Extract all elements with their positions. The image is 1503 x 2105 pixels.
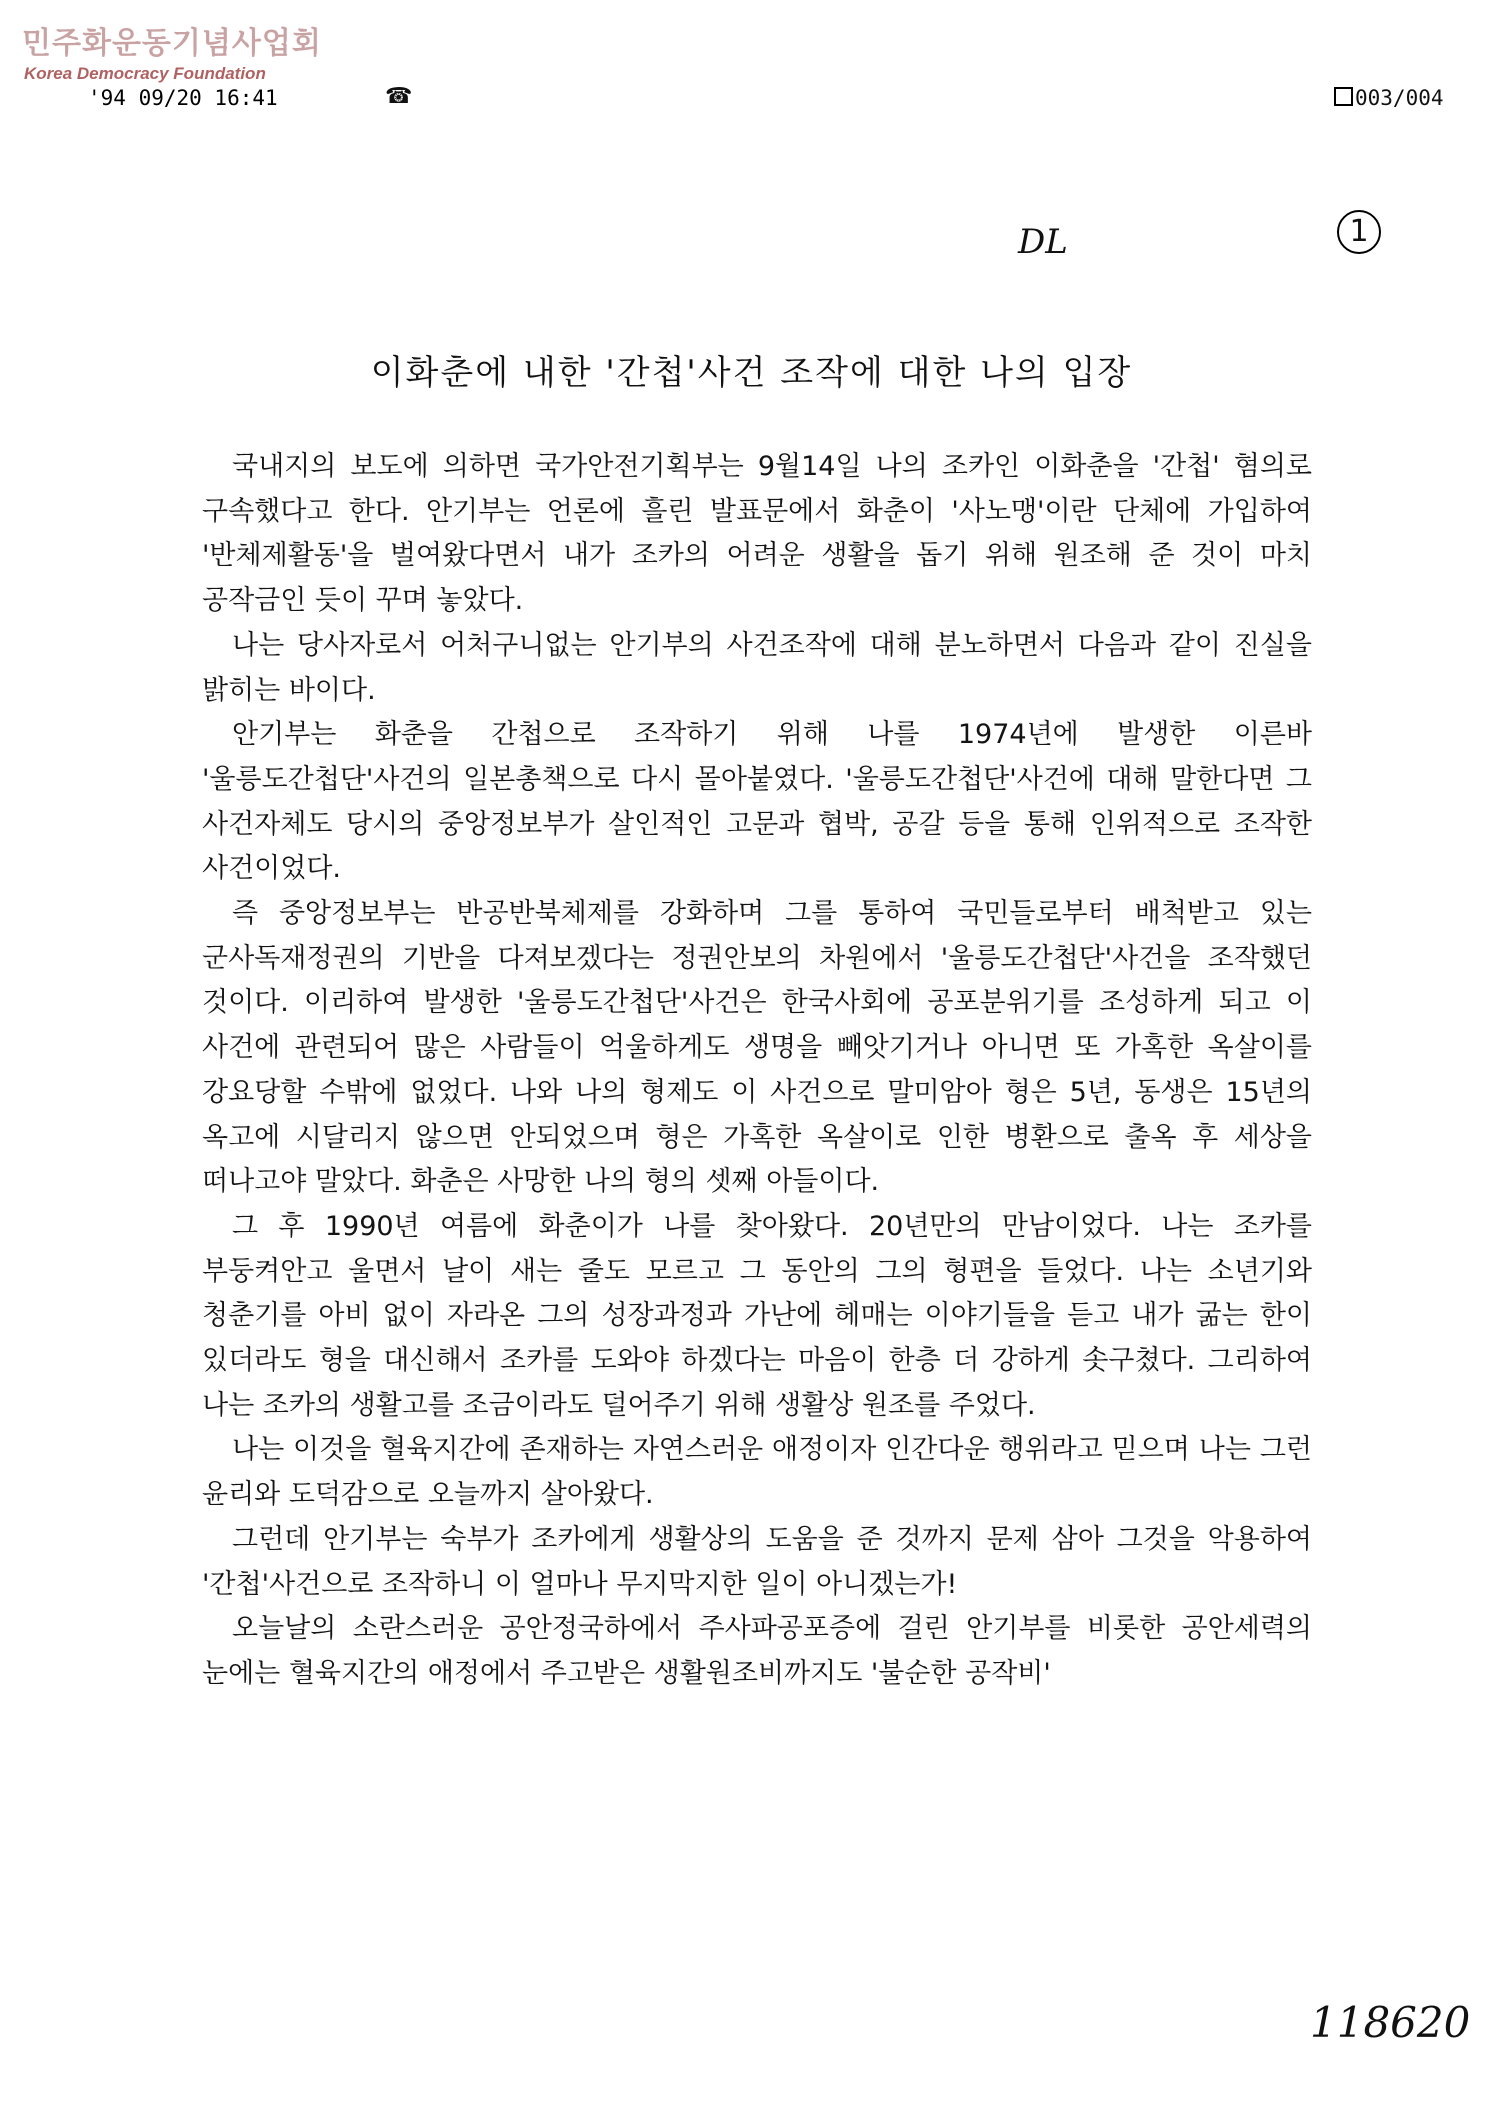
- fax-page-text: 003/004: [1355, 86, 1444, 110]
- paragraph: 국내지의 보도에 의하면 국가안전기획부는 9월14일 나의 조카인 이화춘을 '간첩' 혐의로 구속했다고 한다. 안기부는 언론에 흘린 발표문에서 화춘이 '사노맹'이란 단체에 가입하여 '반체제활동'을 벌여왔다면서 내가 조카의 어려운 생활을 돕기 위해 원조해 준 것이 마치 공작금인 듯이 꾸며 놓았다.: [202, 451, 1312, 617]
- paragraph: 나는 이것을 혈육지간에 존재하는 자연스러운 애정이자 인간다운 행위라고 믿으며 나는 그런 윤리와 도덕감으로 오늘까지 살아왔다.: [202, 1434, 1312, 1511]
- paragraph: 그런데 안기부는 숙부가 조카에게 생활상의 도움을 준 것까지 문제 삼아 그것을 악용하여 '간첩'사건으로 조작하니 이 얼마나 무지막지한 일이 아니겠는가!: [202, 1523, 1312, 1600]
- paragraph: 안기부는 화춘을 간첩으로 조작하기 위해 나를 1974년에 발생한 이른바 '울릉도간첩단'사건의 일본총책으로 다시 몰아붙였다. '울릉도간첩단'사건에 대해 말한다면 그 사건자체도 당시의 중앙정보부가 살인적인 고문과 협박, 공갈 등을 통해 인위적으로 조작한 사건이었다.: [202, 719, 1312, 885]
- paragraph: 그 후 1990년 여름에 화춘이가 나를 찾아왔다. 20년만의 만남이었다. 나는 조카를 부둥켜안고 울면서 날이 새는 줄도 모르고 그 동안의 그의 형편을 들었다. 나는 소년기와 청춘기를 아비 없이 자라온 그의 성장과정과 가난에 헤매는 이야기들을 듣고 내가 굶는 한이 있더라도 형을 대신해서 조카를 도와야 하겠다는 마음이 한층 더 강하게 솟구쳤다. 그리하여 나는 조카의 생활고를 조금이라도 덜어주기 위해 생활상 원조를 주었다.: [202, 1210, 1312, 1421]
- paragraph: 나는 당사자로서 어처구니없는 안기부의 사건조작에 대해 분노하면서 다음과 같이 진실을 밝히는 바이다.: [202, 629, 1312, 706]
- handwritten-archive-number: 118620: [1310, 1998, 1471, 2047]
- fax-date-time: '94 09/20 16:41: [88, 86, 278, 110]
- circled-page-number: 1: [1337, 210, 1381, 254]
- fax-page-marker: [1334, 86, 1444, 110]
- document-body: [202, 445, 1312, 1697]
- paragraph: 오늘날의 소란스러운 공안정국하에서 주사파공포증에 걸린 안기부를 비롯한 공안세력의 눈에는 혈육지간의 애정에서 주고받은 생활원조비까지도 '불순한 공작비': [202, 1613, 1312, 1689]
- handwritten-initials: DL: [1018, 222, 1068, 262]
- watermark-org-english: Korea Democracy Foundation: [24, 64, 266, 83]
- paragraph: 즉 중앙정보부는 반공반북체제를 강화하며 그를 통하여 국민들로부터 배척받고 있는 군사독재정권의 기반을 다져보겠다는 정권안보의 차원에서 '울릉도간첩단'사건을 조작했던 것이다. 이리하여 발생한 '울릉도간첩단'사건은 한국사회에 공포분위기를 조성하게 되고 이 사건에 관련되어 많은 사람들이 억울하게도 생명을 빼앗기거나 아니면 또 가혹한 옥살이를 강요당할 수밖에 없었다. 나와 나의 형제도 이 사건으로 말미암아 형은 5년, 동생은 15년의 옥고에 시달리지 않으면 안되었으며 형은 가혹한 옥살이로 인한 병환으로 출옥 후 세상을 떠나고야 말았다. 화춘은 사망한 나의 형의 셋째 아들이다.: [202, 898, 1312, 1198]
- watermark-org-korean: 민주화운동기념사업회: [22, 26, 322, 61]
- page-box-icon: [1334, 87, 1353, 106]
- document-title: 이화춘에 내한 '간첩'사건 조작에 대한 나의 입장: [370, 353, 1133, 393]
- telephone-icon: ☎: [385, 84, 413, 109]
